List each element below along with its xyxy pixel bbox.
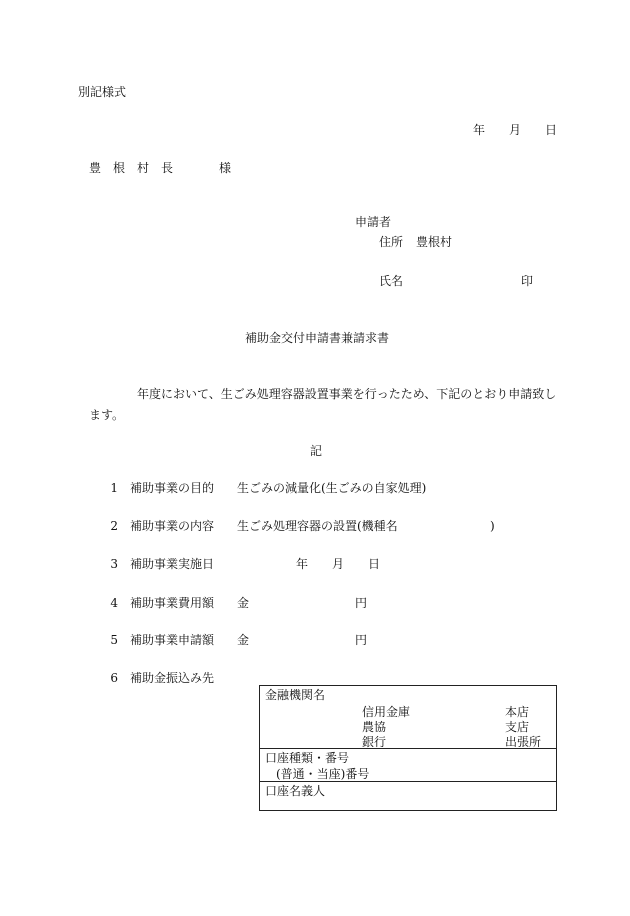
body-line-2: ます。: [89, 408, 125, 422]
institution-type-nokyo: 農協: [362, 720, 387, 734]
addressee-honorific: 様: [219, 161, 232, 175]
institution-type-ginko: 銀行: [362, 735, 387, 749]
bank-holder-row: [260, 782, 557, 811]
bank-account-table: [259, 685, 557, 811]
account-sub-label: (普通・当座)番号: [276, 767, 370, 781]
item-day: 日: [368, 557, 381, 571]
item-label: 補助金振込み先: [130, 671, 215, 685]
institution-label: 金融機関名: [265, 688, 326, 702]
form-label: 別記様式: [78, 85, 127, 99]
applicant-heading: 申請者: [355, 215, 392, 229]
ki-heading: 記: [310, 444, 323, 458]
item-number: 2: [110, 519, 118, 533]
item-label: 補助事業実施日: [130, 557, 215, 571]
item-prefix: 金: [237, 633, 250, 647]
date-month: 月: [509, 123, 522, 137]
branch-type-shiten: 支店: [505, 720, 530, 734]
item-suffix: 円: [355, 633, 368, 647]
item-suffix: 円: [355, 596, 368, 610]
institution-type-shinkin: 信用金庫: [362, 705, 411, 719]
applicant-seal: 印: [521, 274, 534, 288]
account-label: 口座種類・番号: [265, 751, 350, 765]
item-label: 補助事業の内容: [130, 519, 215, 533]
body-line-1: 年度において、生ごみ処理容器設置事業を行ったため、下記のとおり申請致し: [137, 387, 557, 401]
applicant-address-value: 豊根村: [416, 235, 453, 249]
applicant-name-label: 氏名: [379, 274, 404, 288]
bank-institution-row: [260, 686, 557, 749]
item-year: 年: [296, 557, 309, 571]
holder-label: 口座名義人: [265, 784, 326, 798]
item-number: 1: [110, 481, 118, 495]
applicant-address-label: 住所: [379, 235, 404, 249]
branch-type-honten: 本店: [505, 705, 530, 719]
branch-type-shutchojo: 出張所: [505, 735, 542, 749]
item-number: 5: [110, 633, 118, 647]
item-value: 生ごみの減量化(生ごみの自家処理): [237, 481, 427, 495]
document-title: 補助金交付申請書兼請求書: [245, 331, 390, 345]
item-close-paren: ): [490, 519, 495, 533]
item-value: 生ごみ処理容器の設置(機種名: [237, 519, 398, 533]
bank-account-row: [260, 749, 557, 782]
item-label: 補助事業の目的: [130, 481, 215, 495]
item-prefix: 金: [237, 596, 250, 610]
date-year: 年: [473, 123, 486, 137]
item-number: 4: [110, 596, 118, 610]
item-label: 補助事業申請額: [130, 633, 215, 647]
item-number: 3: [110, 557, 118, 571]
item-month: 月: [332, 557, 345, 571]
addressee-name: 豊 根 村 長: [89, 161, 174, 175]
item-number: 6: [110, 671, 118, 685]
date-day: 日: [545, 123, 558, 137]
item-label: 補助事業費用額: [130, 596, 215, 610]
